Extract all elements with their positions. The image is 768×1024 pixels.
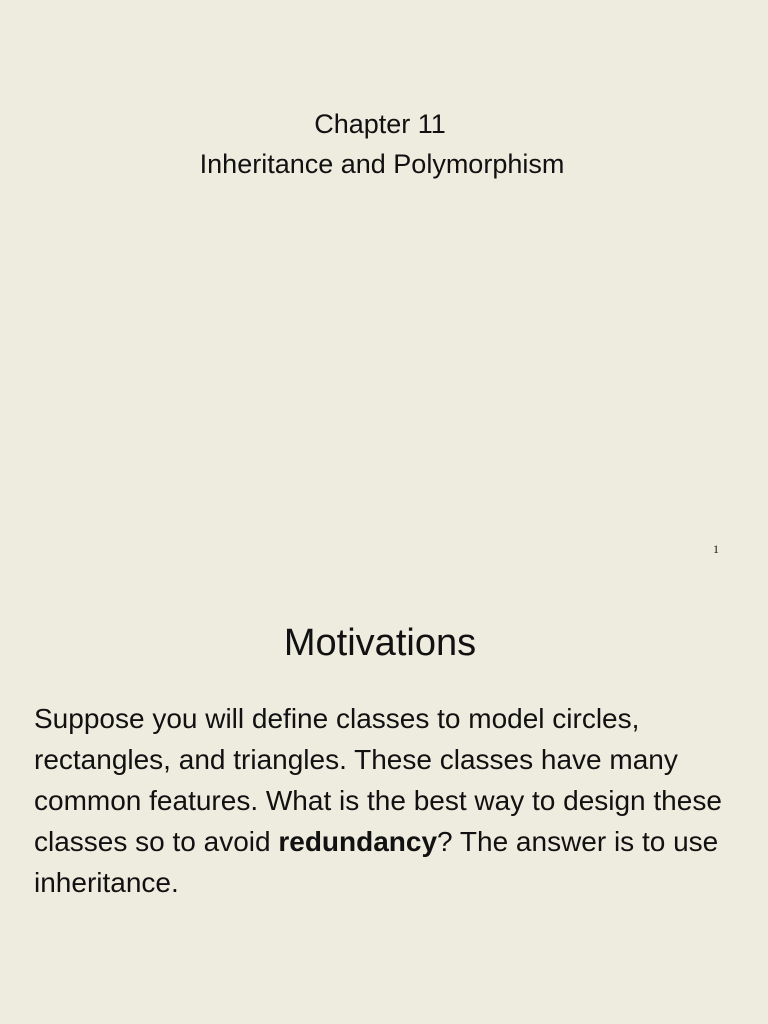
emphasized-term: redundancy bbox=[278, 826, 438, 857]
chapter-subtitle: Inheritance and Polymorphism bbox=[199, 149, 565, 179]
body-text-part-2: ? The answer is to use inheritance. bbox=[34, 826, 719, 898]
body-paragraph bbox=[34, 698, 744, 903]
body-text-part-1: Suppose you will define classes to model circles, rectangles, and triangles. These classes have many common features. What is the best way to design these classes so to avoid bbox=[34, 703, 722, 857]
chapter-heading: Chapter 11 bbox=[314, 109, 446, 139]
slide-title: Motivations bbox=[283, 622, 477, 664]
motivations-slide bbox=[0, 575, 768, 1024]
slide-number: 1 bbox=[713, 542, 719, 556]
